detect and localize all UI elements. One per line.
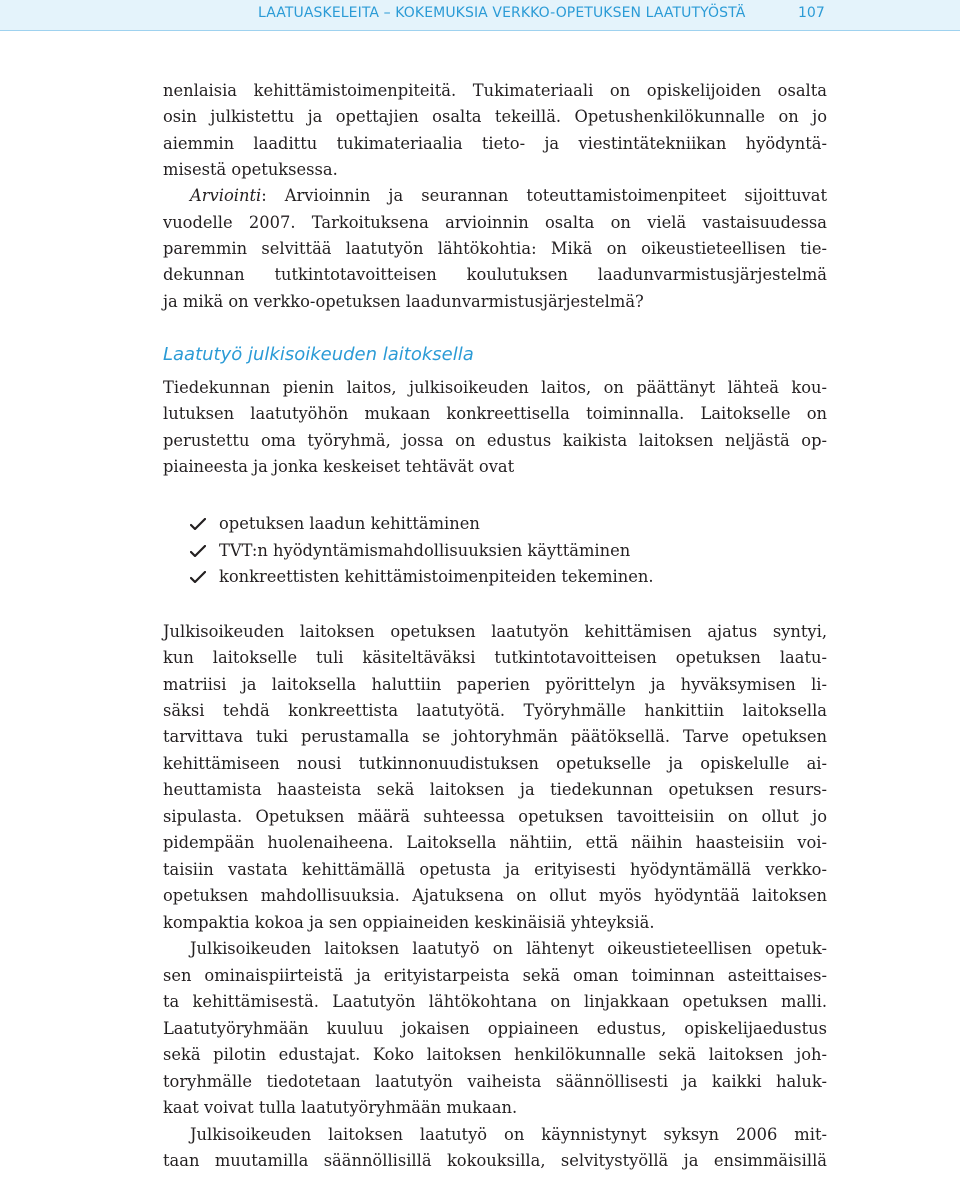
- body-line: kompaktia kokoa ja sen oppiaineiden keskinäisiä yhteyksiä.: [163, 913, 655, 932]
- list-item: [190, 514, 830, 534]
- body-line: pidempään huolenaiheena. Laitoksella nähtiin, että näihin haasteisiin voi-: [163, 833, 827, 852]
- body-line: toryhmälle tiedotetaan laatutyön vaiheista säännöllisesti ja kaikki haluk-: [163, 1072, 827, 1091]
- body-line: osin julkistettu ja opettajien osalta tekeillä. Opetushenkilökunnalle on jo: [163, 107, 827, 126]
- body-line: opetuksen mahdollisuuksia. Ajatuksena on ollut myös hyödyntää laitoksen: [163, 886, 827, 905]
- body-line: [190, 186, 827, 206]
- body-line: ja mikä on verkko-opetuksen laadunvarmistusjärjestelmä?: [163, 292, 644, 311]
- list-item: [190, 541, 830, 561]
- body-line: taan muutamilla säännöllisillä kokouksilla, selvitystyöllä ja ensimmäisillä: [163, 1151, 827, 1170]
- body-line: kehittämiseen nousi tutkinnonuudistuksen opetukselle ja opiskelulle ai-: [163, 754, 827, 773]
- body-line: säksi tehdä konkreettista laatutyötä. Työryhmälle hankittiin laitoksella: [163, 701, 827, 720]
- body-line: tarvittava tuki perustamalla se johtoryhmän päätöksellä. Tarve opetuksen: [163, 727, 827, 746]
- body-line: taisiin vastata kehittämällä opetusta ja erityisesti hyödyntämällä verkko-: [163, 860, 827, 879]
- body-line: heuttamista haasteista sekä laitoksen ja tiedekunnan opetuksen resurs-: [163, 780, 827, 799]
- list-item-text: konkreettisten kehittämistoimenpiteiden tekeminen.: [219, 567, 654, 586]
- arviointi-first-line: : Arvioinnin ja seurannan toteuttamistoimenpiteet sijoittuvat: [261, 186, 827, 205]
- body-line: lutuksen laatutyöhön mukaan konkreettisella toiminnalla. Laitokselle on: [163, 404, 827, 423]
- page-number: 107: [798, 5, 825, 21]
- body-line: misestä opetuksessa.: [163, 160, 338, 179]
- section-heading: Laatutyö julkisoikeuden laitoksella: [163, 344, 474, 365]
- body-line: paremmin selvittää laatutyön lähtökohtia: Mikä on oikeustieteellisen tie-: [163, 239, 827, 258]
- body-line: aiemmin laadittu tukimateriaalia tieto- ja viestintätekniikan hyödyntä-: [163, 134, 827, 153]
- running-title: LAATUASKELEITA – KOKEMUKSIA VERKKO-OPETUKSEN LAATUTYÖSTÄ: [258, 5, 746, 21]
- checkmark-icon: [190, 571, 206, 583]
- arviointi-label: Arviointi: [190, 186, 262, 205]
- body-line: perustettu oma työryhmä, jossa on edustus kaikista laitoksen neljästä op-: [163, 431, 827, 450]
- list-item: [190, 567, 830, 587]
- body-line: Julkisoikeuden laitoksen laatutyö on käynnistynyt syksyn 2006 mit-: [190, 1125, 827, 1144]
- list-item-text: opetuksen laadun kehittäminen: [219, 514, 480, 533]
- body-line: ta kehittämisestä. Laatutyön lähtökohtana on linjakkaan opetuksen malli.: [163, 992, 827, 1011]
- body-line: sekä pilotin edustajat. Koko laitoksen henkilökunnalle sekä laitoksen joh-: [163, 1045, 827, 1064]
- list-item-text: TVT:n hyödyntämismahdollisuuksien käyttäminen: [219, 541, 631, 560]
- body-line: Julkisoikeuden laitoksen laatutyö on lähtenyt oikeustieteellisen opetuk-: [190, 939, 827, 958]
- body-line: kun laitokselle tuli käsiteltäväksi tutkintotavoitteisen opetuksen laatu-: [163, 648, 827, 667]
- body-line: kaat voivat tulla laatutyöryhmään mukaan.: [163, 1098, 518, 1117]
- body-line: Laatutyöryhmään kuuluu jokaisen oppiaineen edustus, opiskelijaedustus: [163, 1019, 827, 1038]
- body-line: Julkisoikeuden laitoksen opetuksen laatutyön kehittämisen ajatus syntyi,: [163, 622, 827, 641]
- header-rule: [0, 30, 960, 31]
- body-line: vuodelle 2007. Tarkoituksena arvioinnin osalta on vielä vastaisuudessa: [163, 213, 827, 232]
- body-line: matriisi ja laitoksella haluttiin paperien pyörittelyn ja hyväksymisen li-: [163, 675, 827, 694]
- body-line: sipulasta. Opetuksen määrä suhteessa opetuksen tavoitteisiin on ollut jo: [163, 807, 827, 826]
- body-line: nenlaisia kehittämistoimenpiteitä. Tukimateriaali on opiskelijoiden osalta: [163, 81, 827, 100]
- checkmark-icon: [190, 518, 206, 530]
- body-line: dekunnan tutkintotavoitteisen koulutuksen laadunvarmistusjärjestelmä: [163, 265, 827, 284]
- body-line: sen ominaispiirteistä ja erityistarpeista sekä oman toiminnan asteittaises-: [163, 966, 827, 985]
- checkmark-icon: [190, 545, 206, 557]
- body-line: Tiedekunnan pienin laitos, julkisoikeuden laitos, on päättänyt lähteä kou-: [163, 378, 827, 397]
- body-line: piaineesta ja jonka keskeiset tehtävät ovat: [163, 457, 515, 476]
